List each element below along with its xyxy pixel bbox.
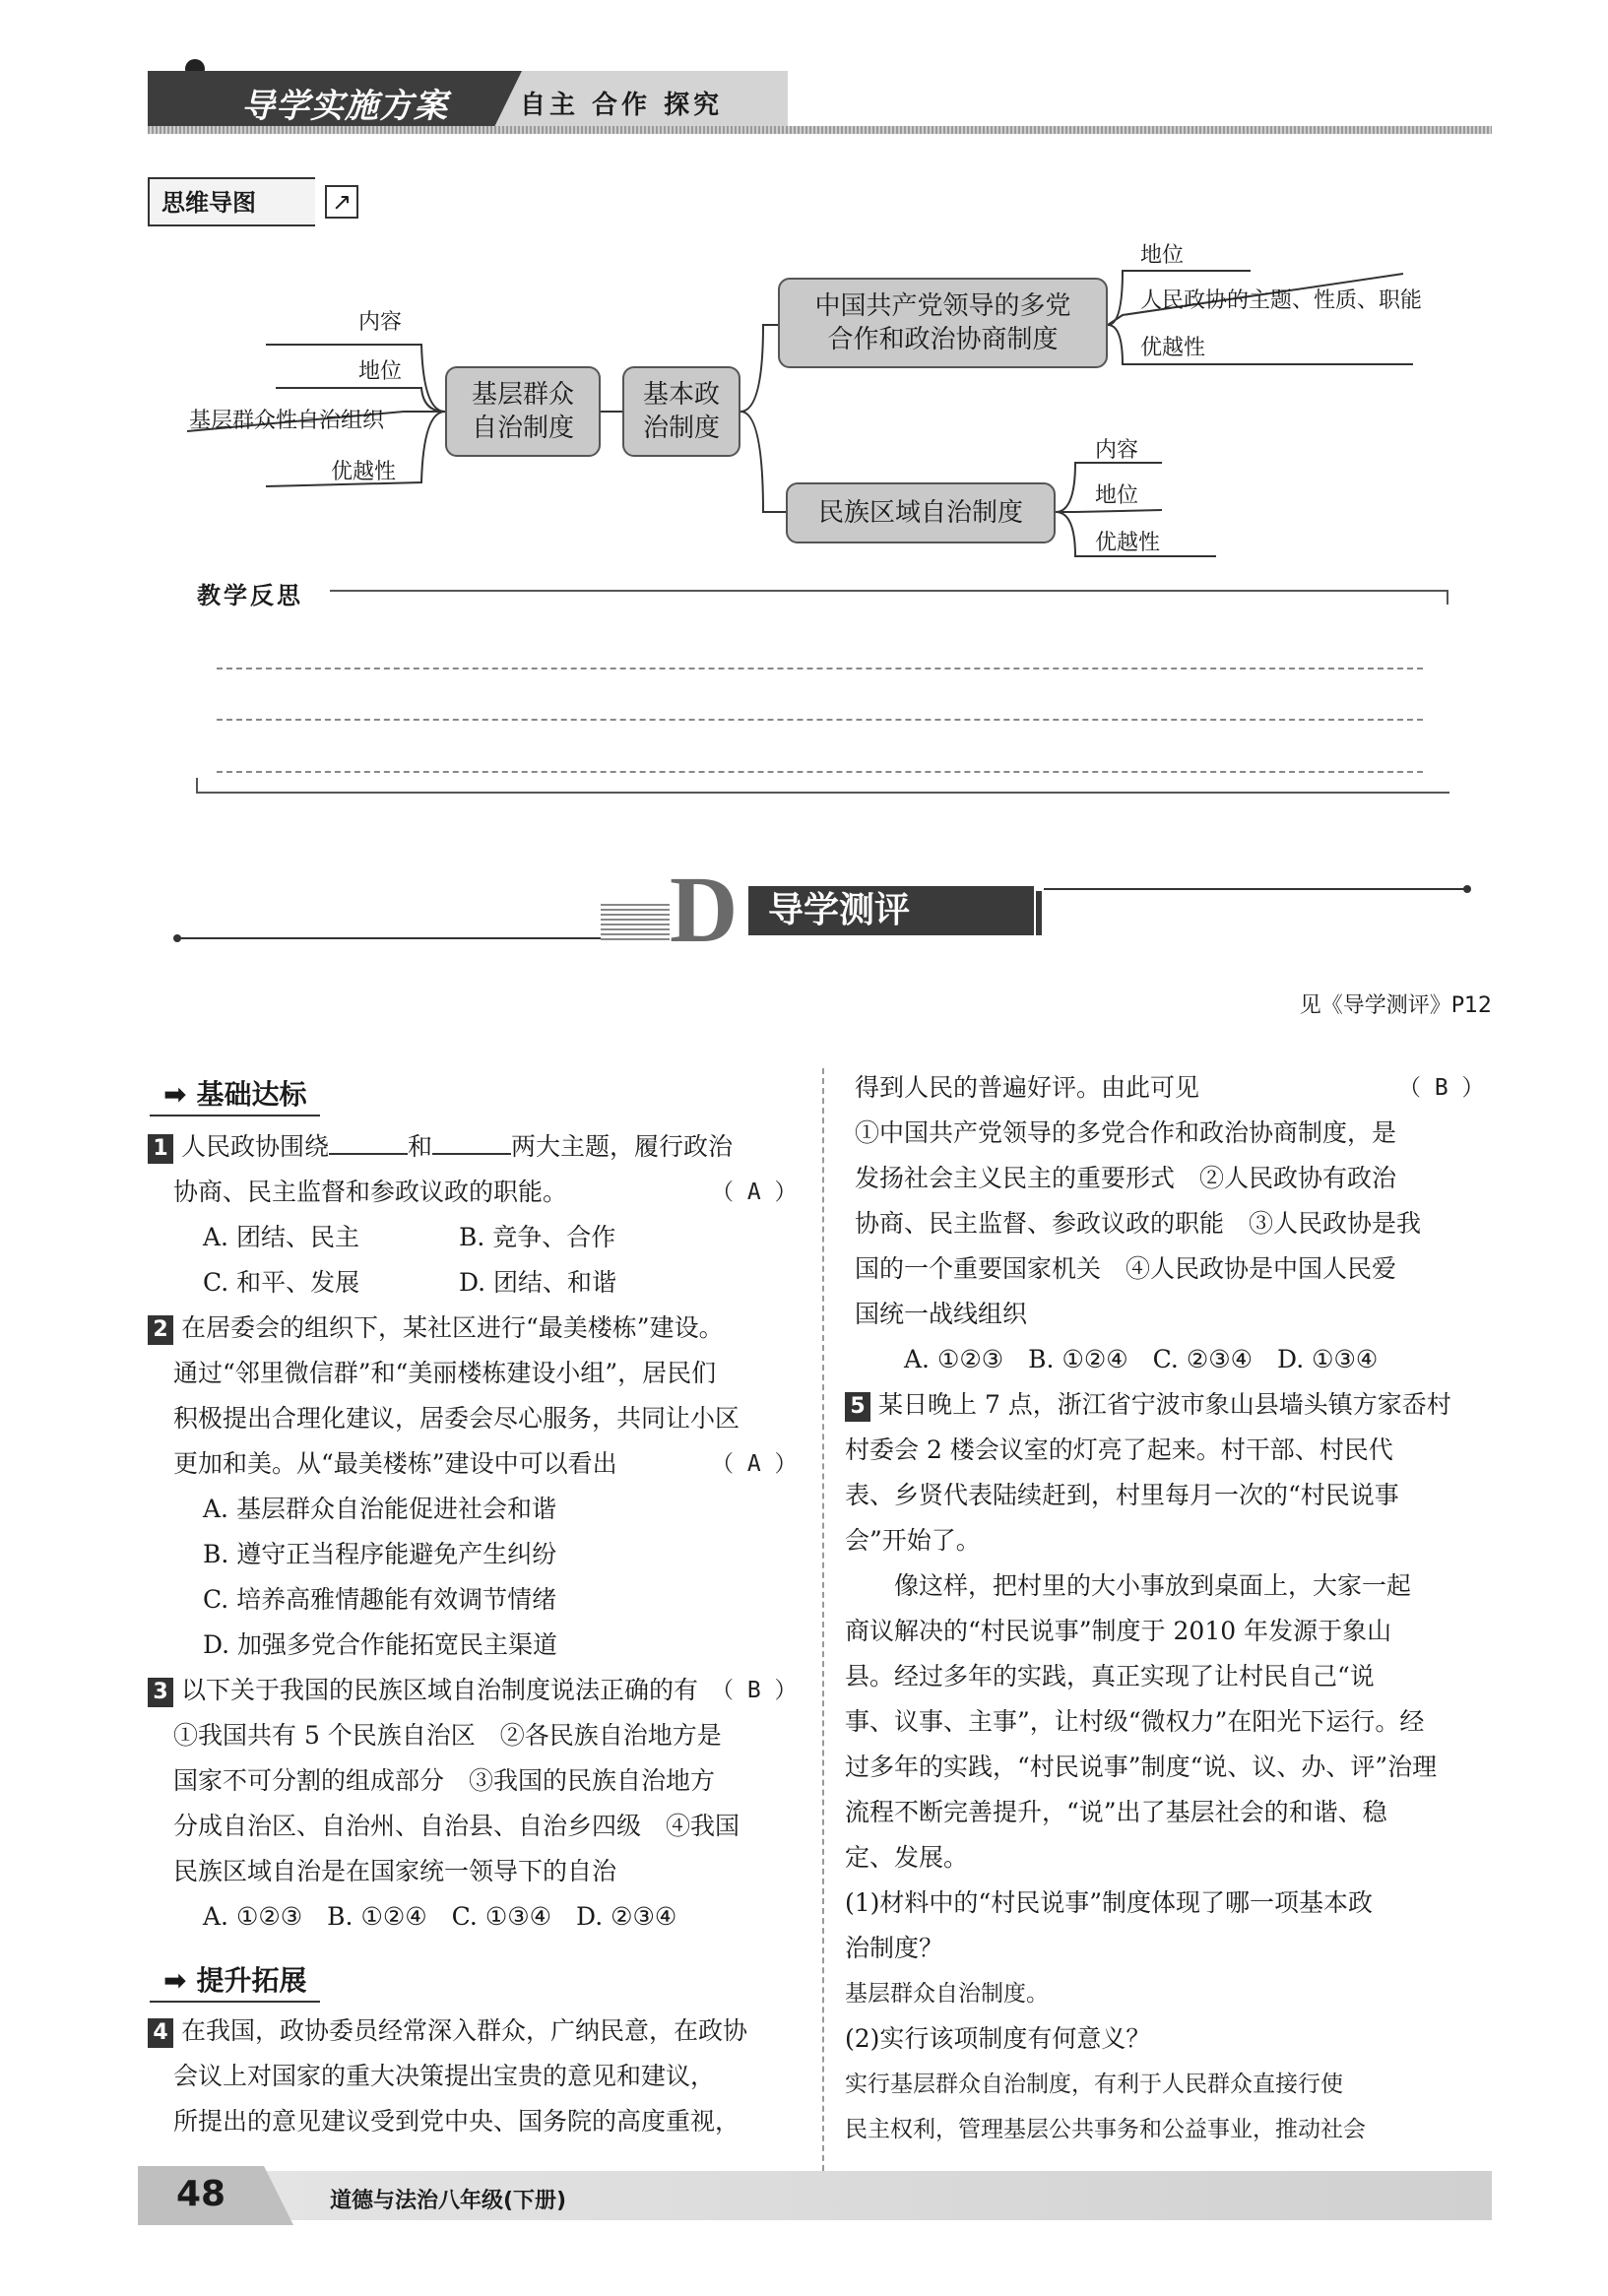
header-subtitle: 自主 合作 探究: [520, 91, 724, 120]
q2-number: 2: [148, 1315, 173, 1345]
q2-option-d: D. 加强多党合作能拓宽民主渠道: [203, 1630, 558, 1659]
q2-option-b: B. 遵守正当程序能避免产生纠纷: [203, 1540, 557, 1568]
reflection-frame: [187, 581, 1457, 807]
node-ethnic-autonomy: [786, 482, 1056, 543]
q3-line-3: 国家不可分割的组成部分 ③我国的民族自治地方: [173, 1766, 716, 1795]
q5-number: 5: [845, 1392, 870, 1422]
leaf-left-status: 地位: [358, 359, 403, 384]
q5-line-9: 过多年的实践，“村民说事”制度“说、议、办、评”治理: [845, 1753, 1438, 1781]
arrow-icon: ↗: [325, 185, 358, 219]
node-grassroots-autonomy: [445, 366, 601, 457]
section-basic-title: 基础达标: [196, 1078, 307, 1111]
node-cpc-multiparty-label: 中国共产党领导的多党 合作和政治协商制度: [814, 291, 1071, 354]
q3-line-4: 分成自治区、自治州、自治县、自治乡四级 ④我国: [173, 1812, 740, 1840]
section-basic: [150, 1073, 320, 1116]
q1-text-a: 人民政协围绕: [181, 1132, 330, 1161]
q2-line-3: 积极提出合理化建议，居委会尽心服务，共同让小区: [173, 1404, 740, 1433]
q4-line-5: ①中国共产党领导的多党合作和政治协商制度，是: [855, 1118, 1397, 1147]
pointer-arrow-icon: ➡: [163, 1078, 187, 1111]
q3-line-5: 民族区域自治是在国家统一领导下的自治: [173, 1857, 617, 1885]
node-basic-political-system: [622, 366, 740, 457]
header-title: 导学实施方案: [241, 87, 448, 126]
q1-blank-2[interactable]: [432, 1129, 511, 1155]
q4-answer: （ B ）: [1398, 1075, 1485, 1101]
q4-line-9: 国统一战线组织: [855, 1300, 1028, 1328]
q5-line-5: 像这样，把村里的大小事放到桌面上，大家一起: [845, 1571, 1412, 1600]
banner-bar: [1036, 891, 1042, 935]
q5-sub2-question: (2)实行该项制度有何意义？: [845, 2024, 1151, 2053]
q2-option-c: C. 培养高雅情趣能有效调节情绪: [203, 1585, 557, 1614]
q1-answer: （ A ）: [711, 1180, 798, 1205]
q1-blank-1[interactable]: [329, 1129, 408, 1155]
q4-options: A. ①②③ B. ①②④ C. ②③④ D. ①③④: [904, 1345, 1379, 1373]
q5-sub1-question-2: 治制度？: [845, 1934, 944, 1962]
q1-number: 1: [148, 1134, 173, 1164]
leaf-br-content: 内容: [1095, 438, 1139, 463]
node-center-label: 基本政 治制度: [642, 380, 720, 443]
q1-option-a: A. 团结、民主: [203, 1223, 359, 1251]
node-cpc-multiparty: [778, 278, 1108, 368]
banner-letter: D: [670, 857, 739, 962]
q1-text-c: 两大主题，履行政治: [511, 1132, 734, 1161]
question-2: [148, 1306, 798, 1668]
leaf-br-status: 地位: [1095, 483, 1139, 508]
reflection-line-1: [217, 668, 1423, 670]
q5-line-1: 某日晚上 7 点，浙江省宁波市象山县墙头镇方家岙村: [878, 1390, 1451, 1419]
q5-line-2: 村委会 2 楼会议室的灯亮了起来。村干部、村民代: [845, 1435, 1393, 1464]
q3-answer: （ B ）: [711, 1678, 798, 1703]
q4-number: 4: [148, 2018, 173, 2048]
leaf-left-content: 内容: [358, 310, 403, 335]
question-4-continued: [855, 1065, 1505, 1382]
q4-line-8: 国的一个重要国家机关 ④人民政协是中国人民爱: [855, 1254, 1397, 1283]
leaf-tr-status: 地位: [1140, 243, 1185, 268]
leaf-br-merit: 优越性: [1095, 531, 1161, 555]
question-4: [148, 2009, 798, 2144]
q1-text-line2: 协商、民主监督和参政议政的职能。: [173, 1178, 568, 1206]
section-advanced-title: 提升拓展: [196, 1964, 307, 1997]
q4-line-1: 在我国，政协委员经常深入群众，广纳民意，在政协: [181, 2016, 748, 2045]
q4-line-2: 会议上对国家的重大决策提出宝贵的意见和建议，: [173, 2062, 716, 2090]
banner-title: 导学测评: [748, 886, 1034, 935]
leaf-left-org: 基层群众性自治组织: [189, 409, 385, 433]
q5-sub1-question-1: (1)材料中的“村民说事”制度体现了哪一项基本政: [845, 1888, 1373, 1917]
q5-sub1-answer: 基层群众自治制度。: [845, 1981, 1049, 2007]
q5-line-6: 商议解决的“村民说事”制度于 2010 年发源于象山: [845, 1617, 1392, 1645]
q5-sub2-answer-2: 民主权利，管理基层公共事务和公益事业，推动社会: [845, 2117, 1366, 2142]
node-grassroots-autonomy-label: 基层群众 自治制度: [471, 380, 574, 443]
q3-line-1: 以下关于我国的民族区域自治制度说法正确的有: [181, 1676, 699, 1704]
reflection-label: 教学反思: [197, 582, 303, 609]
q5-line-8: 事、议事、主事”，让村级“微权力”在阳光下运行。经: [845, 1707, 1425, 1736]
leaf-tr-merit: 优越性: [1140, 336, 1206, 360]
question-5: [845, 1382, 1500, 2152]
q4-line-3: 所提出的意见建议受到党中央、国务院的高度重视，: [173, 2107, 740, 2136]
question-1: [148, 1124, 798, 1306]
column-divider: [822, 1068, 824, 2181]
leaf-tr-cppcc: 人民政协的主题、性质、职能: [1140, 288, 1423, 313]
mindmap-tag: 思维导图: [148, 177, 315, 226]
q4-line-6: 发扬社会主义民主的重要形式 ②人民政协有政治: [855, 1164, 1397, 1192]
section-advanced: [150, 1959, 320, 2003]
q2-answer: （ A ）: [711, 1451, 798, 1477]
node-ethnic-autonomy-label: 民族区域自治制度: [817, 498, 1023, 528]
page-number: 48: [175, 2174, 226, 2214]
reference-note: 见《导学测评》P12: [1299, 993, 1492, 1018]
q5-line-10: 流程不断完善提升，“说”出了基层社会的和谐、稳: [845, 1798, 1387, 1826]
q3-line-2: ①我国共有 5 个民族自治区 ②各民族自治地方是: [173, 1721, 722, 1750]
q1-text-b: 和: [408, 1132, 433, 1161]
q4-line-7: 协商、民主监督、参政议政的职能 ③人民政协是我: [855, 1209, 1422, 1238]
q5-sub2-answer-1: 实行基层群众自治制度，有利于人民群众直接行使: [845, 2072, 1343, 2097]
q2-line-4: 更加和美。从“最美楼栋”建设中可以看出: [173, 1449, 617, 1478]
q1-option-d: D. 团结、和谐: [459, 1268, 617, 1297]
leaf-left-merit: 优越性: [331, 460, 397, 484]
q4-line-4: 得到人民的普遍好评。由此可见: [855, 1073, 1200, 1102]
q2-line-1: 在居委会的组织下，某社区进行“最美楼栋”建设。: [181, 1313, 724, 1342]
reflection-line-2: [217, 719, 1423, 721]
question-3: [148, 1668, 798, 1940]
reflection-line-3: [217, 771, 1423, 773]
banner-stripes: [601, 901, 670, 940]
q5-line-4: 会”开始了。: [845, 1526, 981, 1555]
q1-option-b: B. 竞争、合作: [459, 1223, 616, 1251]
q2-option-a: A. 基层群众自治能促进社会和谐: [203, 1495, 556, 1523]
q5-line-7: 县。经过多年的实践，真正实现了让村民自己“说: [845, 1662, 1375, 1690]
q3-options: A. ①②③ B. ①②④ C. ①③④ D. ②③④: [203, 1902, 677, 1931]
q5-line-11: 定、发展。: [845, 1843, 969, 1872]
footer-book-title: 道德与法治八年级(下册): [330, 2189, 567, 2213]
q2-line-2: 通过“邻里微信群”和“美丽楼栋建设小组”，居民们: [173, 1359, 717, 1387]
q5-line-3: 表、乡贤代表陆续赶到，村里每月一次的“村民说事: [845, 1481, 1399, 1509]
q1-option-c: C. 和平、发展: [203, 1268, 360, 1297]
q3-number: 3: [148, 1678, 173, 1707]
pointer-arrow-icon: ➡: [163, 1964, 187, 1997]
